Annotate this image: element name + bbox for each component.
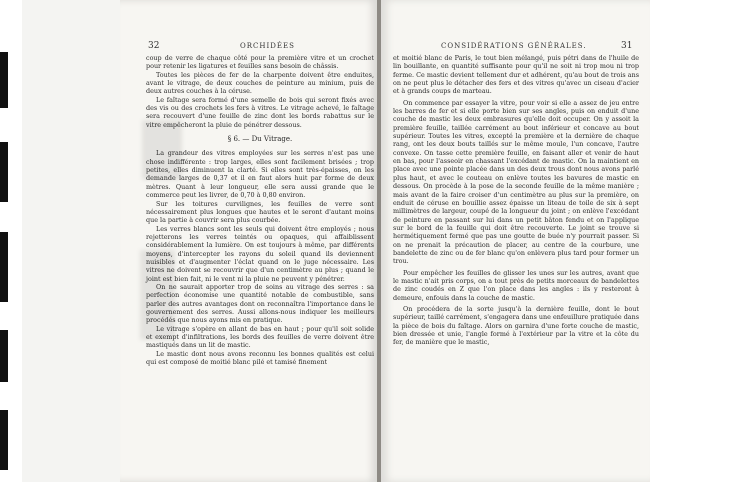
left-page: [120, 0, 378, 482]
paragraph: Les verres blancs sont les seuls qui doivent être employés ; nous rejetterons les verres teintés ou opaques, qui affaiblissent considérablement la lumière. On est toujours à même, par différents moyens, d'intercepter les rayons du soleil quand ils deviennent nuisibles et d'augmenter l'éclat quand on le juge nécessaire. Les vitres ne doivent se recouvrir que d'un centimètre au plus ; quand le joint est bien fait, ni le vent ni la pluie ne peuvent y pénétrer.: [146, 224, 374, 283]
section-heading: § 6. — Du Vitrage.: [227, 135, 293, 144]
page-number: 32: [148, 41, 160, 51]
running-head: CONSIDÉRATIONS GÉNÉRALES.: [441, 42, 587, 50]
scan-shadow: [140, 250, 175, 340]
paragraph: On commence par essayer la vitre, pour voir si elle a assez de jeu entre les barres de fer et si elle porte bien sur ses angles, puis on enduit d'une couche de mastic les deux embrasures qu'elle doit occuper. On y assoit la première feuille, taillée carrément au bout inférieur et concave au bout supérieur. Toutes les vitres, excepté la première et la dernière de chaque rang, ont les deux bouts taillés sur le même moule, l'un concave, l'autre convexe. On tasse cette première feuille, en faisant aller et venir de haut en bas, pour l'asseoir en chassant l'excédant de mastic. On la maintient en place avec une pointe placée dans un des deux trous dont nous avons parlé plus haut, et avec le couteau on enlève toutes les bavures de mastic en dessous. On procède à la pose de la seconde feuille de la même manière ; mais avant de la faire croiser d'un centimètre au plus sur la première, on enduit de céruse en bouillie assez épaisse un liteau de toile de six à sept millimètres de largeur, coupé de la longueur du joint ; on enlève l'excédant de peinture en passant sur lui dans un petit bâton fendu et on l'applique sur le bord de la feuille qui doit être recouverte. Le joint se trouve si hermétiquement fermé que pas une goutte de buée n'y pourrait passer. Si on ne prenait la précaution de placer, au centre de la courbure, une bandelette de zinc ou de fer blanc qu'on enlèvera plus tard pour former un trou.: [393, 98, 639, 266]
right-scan-border: [650, 0, 750, 482]
paragraph: On ne saurait apporter trop de soins au vitrage des serres : sa perfection économise une quantité notable de combustible, sans parler des autres avantages dont on reconnaîtra l'importance dans le gouvernement des serres. Aussi allons-nous indiquer les meilleurs procédés que nous ayons mis en pratique.: [146, 282, 374, 325]
scan-shadow: [142, 120, 182, 180]
edge-mark: [0, 410, 8, 470]
paragraph: Pour empêcher les feuilles de glisser les unes sur les autres, avant que le mastic n'ait pris corps, on a tout près de petits morceaux de bandelettes de zinc coudés en Z que l'on place dans les angles : ils y resteront à demeure, enfouis dans la couche de mastic.: [393, 268, 639, 302]
paragraph: coup de verre de chaque côté pour la première vitre et un crochet pour retenir les ligatures et feuilles sans besoin de châssis.: [146, 54, 374, 71]
page-body: [393, 54, 639, 347]
running-head: ORCHIDÉES: [240, 42, 295, 50]
page-number: 31: [621, 41, 633, 51]
paragraph: On procédera de la sorte jusqu'à la dernière feuille, dont le bout supérieur, taillé carrément, s'engagera dans une enfeuillure pratiquée dans la pièce de bois du faîtage. Alors on garnira d'une forte couche de mastic, bien dressée et unie, l'angle formé à l'extérieur par la vitre et la côte du fer, de manière que le mastic,: [393, 304, 639, 347]
paragraph: Sur les toitures curvilignes, les feuilles de verre sont nécessairement plus longues que hautes et le seront d'autant moins que la partie à couvrir sera plus courbée.: [146, 199, 374, 225]
edge-mark: [0, 330, 8, 382]
paragraph: Le mastic dont nous avons reconnu les bonnes qualités est celui qui est composé de moitié blanc pilé et tamisé finement: [146, 349, 374, 367]
page-body: [146, 54, 374, 366]
edge-mark: [0, 52, 8, 108]
paragraph: Le vitrage s'opère en allant de bas en haut ; pour qu'il soit solide et exempt d'infiltrations, les bords des feuilles de verre doivent être mastiqués dans un lit de mastic.: [146, 324, 374, 350]
edge-mark: [0, 232, 8, 302]
edge-mark: [0, 142, 8, 202]
paragraph: et moitié blanc de Paris, le tout bien mélangé, puis pétri dans de l'huile de lin bouillante, en quantité suffisante pour qu'il ne soit ni trop mou ni trop ferme. Ce mastic devient tellement dur et adhérent, qu'au bout de trois ans on ne peut plus le détacher des fers et des vitres qu'avec un ciseau d'acier et à grands coups de marteau.: [393, 54, 639, 96]
right-page: [381, 0, 650, 482]
paragraph: Le faîtage sera formé d'une semelle de bois qui seront fixés avec des vis ou des crochets les fers à vitres. Le vitrage achevé, le faîtage sera recouvert d'une feuille de zinc dont les bords rabattus sur le vitre empêcheront la pluie de pénétrer dessous.: [146, 95, 374, 129]
paragraph: La grandeur des vitres employées sur les serres n'est pas une chose indifférente : trop larges, elles sont facilement brisées ; trop petites, elles diminuent la clarté. Si elles sont très-épaisses, on les demande larges de 0,37 et il en faut alors huit par forme de deux mètres. Quant à leur longueur, elle sera aussi grande que le commerce peut les livrer, de 0,70 à 0,80 environ.: [146, 149, 374, 200]
paragraph: Toutes les pièces de fer de la charpente doivent être enduites, avant le vitrage, de deux couches de peinture au minium, puis de deux autres couches à la céruse.: [146, 70, 374, 96]
